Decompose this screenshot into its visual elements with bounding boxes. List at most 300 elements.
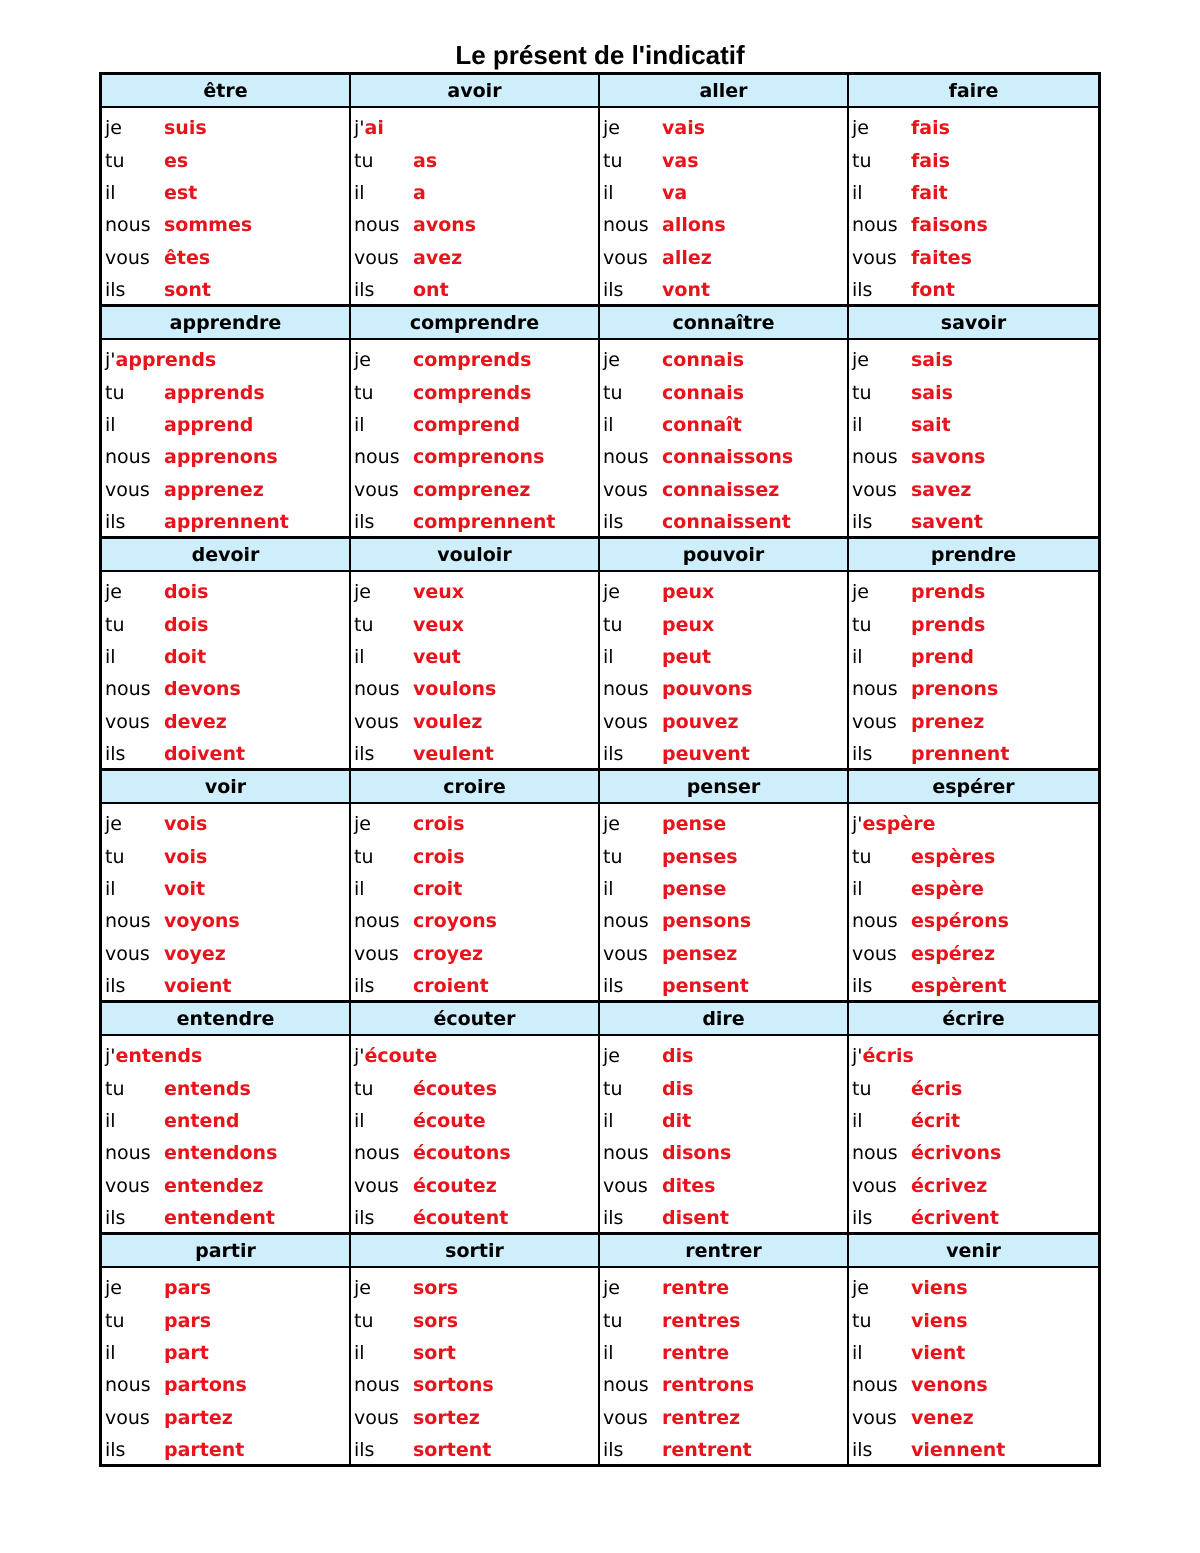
- pronoun: tu: [354, 1077, 374, 1100]
- verb-form: fais: [911, 117, 950, 140]
- verb-card: [351, 771, 600, 1003]
- conjugation-row: [351, 905, 598, 937]
- conjugation-row: [102, 409, 349, 441]
- conjugation-row: [351, 938, 598, 970]
- conjugation-row: [351, 112, 598, 144]
- pronoun: je: [603, 349, 620, 372]
- conjugation-row: [351, 177, 598, 209]
- verb-form: apprends: [115, 349, 217, 372]
- conjugation-row: [102, 673, 349, 705]
- pronoun: il: [852, 1109, 863, 1132]
- verb-form: rentrons: [662, 1374, 755, 1397]
- verb-form: sais: [911, 381, 953, 404]
- conjugation-list: [102, 340, 349, 538]
- verb-form: écrit: [911, 1109, 961, 1132]
- conjugation-row: [600, 1072, 847, 1104]
- verb-infinitive-header: venir: [849, 1235, 1098, 1268]
- verb-form: entendons: [164, 1142, 278, 1165]
- pronoun: il: [603, 1109, 614, 1132]
- verb-infinitive-header: pouvoir: [600, 539, 847, 572]
- pronoun: vous: [603, 478, 648, 501]
- conjugation-row: [102, 144, 349, 176]
- verb-infinitive-header: apprendre: [102, 307, 349, 340]
- conjugation-row: [102, 209, 349, 241]
- verb-card: [600, 75, 849, 307]
- pronoun: nous: [354, 1374, 400, 1397]
- conjugation-row: [600, 112, 847, 144]
- verb-infinitive-header: dire: [600, 1003, 847, 1036]
- pronoun: nous: [105, 1142, 151, 1165]
- pronoun: vous: [852, 1406, 897, 1429]
- pronoun: ils: [354, 1207, 375, 1230]
- conjugation-row: [849, 1072, 1098, 1104]
- conjugation-list: [102, 108, 349, 306]
- conjugation-row: [102, 376, 349, 408]
- verb-infinitive-header: rentrer: [600, 1235, 847, 1268]
- verb-form: écoutent: [413, 1207, 509, 1230]
- conjugation-row: [600, 1202, 847, 1234]
- verb-form: dites: [662, 1174, 716, 1197]
- conjugation-row: [849, 474, 1098, 506]
- pronoun: vous: [105, 710, 150, 733]
- verb-card: [600, 1003, 849, 1235]
- verb-infinitive-header: voir: [102, 771, 349, 804]
- pronoun: tu: [603, 845, 623, 868]
- verb-form: écrivent: [911, 1207, 999, 1230]
- verb-card: [849, 75, 1098, 307]
- conjugation-row: [849, 738, 1098, 770]
- pronoun: il: [105, 645, 116, 668]
- pronoun: je: [852, 1277, 869, 1300]
- conjugation-row: [849, 641, 1098, 673]
- pronoun: je: [603, 1277, 620, 1300]
- verb-form: prenez: [911, 710, 985, 733]
- conjugation-row: [351, 1072, 598, 1104]
- verb-form: sortons: [413, 1374, 494, 1397]
- conjugation-list: [351, 1036, 598, 1234]
- pronoun: il: [852, 413, 863, 436]
- pronoun: ils: [852, 743, 873, 766]
- verb-form: apprends: [164, 381, 265, 404]
- pronoun: nous: [852, 678, 898, 701]
- conjugation-list: [849, 1268, 1098, 1466]
- verb-form: peux: [662, 581, 715, 604]
- conjugation-row: [600, 873, 847, 905]
- conjugation-row: [102, 1272, 349, 1304]
- conjugation-row: [849, 242, 1098, 274]
- pronoun: nous: [852, 910, 898, 933]
- verb-form: pars: [164, 1309, 212, 1332]
- verb-form: vient: [911, 1341, 966, 1364]
- conjugation-row: [102, 506, 349, 538]
- verb-form: sommes: [164, 214, 253, 237]
- verb-form: pense: [662, 813, 727, 836]
- pronoun: nous: [354, 1142, 400, 1165]
- conjugation-list: [600, 108, 847, 306]
- pronoun: j': [852, 1045, 863, 1068]
- verb-form: doivent: [164, 743, 246, 766]
- conjugation-row: [351, 873, 598, 905]
- conjugation-row: [600, 840, 847, 872]
- verb-form: vois: [164, 845, 208, 868]
- conjugation-row: [600, 144, 847, 176]
- conjugation-list: [102, 1036, 349, 1234]
- pronoun: vous: [354, 1174, 399, 1197]
- pronoun: je: [354, 1277, 371, 1300]
- verb-form: avons: [413, 214, 477, 237]
- pronoun: j': [105, 349, 116, 372]
- verb-form: espère: [862, 813, 936, 836]
- conjugation-row: [849, 576, 1098, 608]
- verb-form: voulons: [413, 678, 497, 701]
- conjugation-list: [600, 340, 847, 538]
- verb-form: prenons: [911, 678, 999, 701]
- verb-infinitive-header: aller: [600, 75, 847, 108]
- verb-form: croyons: [413, 910, 497, 933]
- conjugation-row: [600, 1369, 847, 1401]
- pronoun: vous: [354, 478, 399, 501]
- pronoun: vous: [354, 942, 399, 965]
- pronoun: tu: [354, 149, 374, 172]
- verb-form: connaissons: [662, 446, 794, 469]
- verb-form: sait: [911, 413, 951, 436]
- verb-form: rentrent: [662, 1439, 752, 1462]
- conjugation-row: [102, 808, 349, 840]
- pronoun: nous: [603, 446, 649, 469]
- conjugation-list: [849, 1036, 1098, 1234]
- conjugation-row: [600, 608, 847, 640]
- pronoun: nous: [603, 910, 649, 933]
- verb-infinitive-header: entendre: [102, 1003, 349, 1036]
- pronoun: ils: [603, 1439, 624, 1462]
- pronoun: il: [105, 413, 116, 436]
- verb-form: écoute: [413, 1109, 486, 1132]
- verb-form: venons: [911, 1374, 988, 1397]
- verb-card: [849, 771, 1098, 1003]
- verb-form: entendez: [164, 1174, 264, 1197]
- verb-form: comprenons: [413, 446, 545, 469]
- verb-form: pouvez: [662, 710, 739, 733]
- conjugation-list: [600, 1268, 847, 1466]
- pronoun: vous: [852, 942, 897, 965]
- conjugation-row: [102, 1369, 349, 1401]
- pronoun: tu: [105, 845, 125, 868]
- verb-form: dis: [662, 1045, 694, 1068]
- verb-card: [102, 539, 351, 771]
- verb-form: espérez: [911, 942, 995, 965]
- conjugation-row: [600, 506, 847, 538]
- conjugation-row: [600, 409, 847, 441]
- conjugation-row: [600, 905, 847, 937]
- verb-form: pensent: [662, 975, 749, 998]
- verb-form: viens: [911, 1277, 968, 1300]
- pronoun: ils: [603, 279, 624, 302]
- pronoun: tu: [354, 1309, 374, 1332]
- verb-form: connaissez: [662, 478, 780, 501]
- pronoun: vous: [105, 1406, 150, 1429]
- verb-form: entend: [164, 1109, 240, 1132]
- conjugation-row: [351, 242, 598, 274]
- pronoun: tu: [852, 1077, 872, 1100]
- pronoun: vous: [603, 246, 648, 269]
- verb-form: écris: [911, 1077, 963, 1100]
- verb-form: connais: [662, 349, 745, 372]
- pronoun: vous: [852, 710, 897, 733]
- pronoun: ils: [105, 975, 126, 998]
- conjugation-row: [849, 938, 1098, 970]
- conjugation-row: [849, 209, 1098, 241]
- verb-form: sors: [413, 1309, 459, 1332]
- pronoun: ils: [852, 1439, 873, 1462]
- pronoun: vous: [852, 478, 897, 501]
- verb-form: avez: [413, 246, 463, 269]
- pronoun: il: [354, 877, 365, 900]
- verb-form: peuvent: [662, 743, 750, 766]
- pronoun: il: [603, 1341, 614, 1364]
- pronoun: nous: [852, 1142, 898, 1165]
- verb-form: sors: [413, 1277, 459, 1300]
- conjugation-row: [102, 1304, 349, 1336]
- conjugation-row: [351, 1272, 598, 1304]
- pronoun: je: [105, 1277, 122, 1300]
- conjugation-row: [351, 376, 598, 408]
- pronoun: nous: [105, 678, 151, 701]
- pronoun: tu: [603, 1309, 623, 1332]
- conjugation-row: [600, 1304, 847, 1336]
- conjugation-row: [849, 441, 1098, 473]
- verb-form: apprenez: [164, 478, 264, 501]
- conjugation-row: [849, 1272, 1098, 1304]
- conjugation-row: [849, 1337, 1098, 1369]
- verb-card: [600, 771, 849, 1003]
- pronoun: ils: [105, 279, 126, 302]
- conjugation-row: [849, 706, 1098, 738]
- verb-form: vais: [662, 117, 706, 140]
- verb-form: voyez: [164, 942, 226, 965]
- conjugation-table: [99, 72, 1101, 1467]
- verb-form: voulez: [413, 710, 483, 733]
- conjugation-row: [849, 1304, 1098, 1336]
- pronoun: j': [852, 813, 863, 836]
- verb-card: [351, 307, 600, 539]
- pronoun: je: [105, 813, 122, 836]
- pronoun: je: [354, 581, 371, 604]
- conjugation-row: [351, 144, 598, 176]
- verb-form: sais: [911, 349, 953, 372]
- conjugation-list: [849, 108, 1098, 306]
- conjugation-row: [600, 1402, 847, 1434]
- conjugation-row: [849, 1137, 1098, 1169]
- verb-form: part: [164, 1341, 209, 1364]
- conjugation-row: [600, 209, 847, 241]
- verb-form: rentres: [662, 1309, 741, 1332]
- pronoun: ils: [603, 1207, 624, 1230]
- conjugation-row: [600, 970, 847, 1002]
- pronoun: ils: [852, 1207, 873, 1230]
- pronoun: il: [105, 1341, 116, 1364]
- pronoun: nous: [603, 1142, 649, 1165]
- pronoun: il: [354, 1109, 365, 1132]
- pronoun: tu: [603, 613, 623, 636]
- conjugation-row: [600, 1434, 847, 1466]
- conjugation-row: [102, 641, 349, 673]
- pronoun: je: [852, 581, 869, 604]
- conjugation-row: [102, 1402, 349, 1434]
- verb-form: devons: [164, 678, 241, 701]
- conjugation-row: [102, 608, 349, 640]
- conjugation-row: [600, 474, 847, 506]
- verb-form: entends: [164, 1077, 251, 1100]
- verb-form: partons: [164, 1374, 247, 1397]
- pronoun: je: [603, 1045, 620, 1068]
- conjugation-list: [600, 572, 847, 770]
- verb-form: sortent: [413, 1439, 492, 1462]
- conjugation-row: [351, 1105, 598, 1137]
- verb-form: écris: [862, 1045, 914, 1068]
- conjugation-row: [351, 641, 598, 673]
- conjugation-row: [849, 970, 1098, 1002]
- pronoun: tu: [603, 381, 623, 404]
- conjugation-list: [102, 1268, 349, 1466]
- pronoun: nous: [852, 1374, 898, 1397]
- verb-form: entendent: [164, 1207, 276, 1230]
- pronoun: ils: [603, 975, 624, 998]
- verb-form: faites: [911, 246, 972, 269]
- pronoun: tu: [105, 149, 125, 172]
- verb-form: croient: [413, 975, 489, 998]
- conjugation-row: [849, 808, 1098, 840]
- conjugation-row: [849, 144, 1098, 176]
- pronoun: j': [105, 1045, 116, 1068]
- conjugation-row: [102, 441, 349, 473]
- conjugation-row: [600, 1337, 847, 1369]
- conjugation-list: [849, 340, 1098, 538]
- pronoun: vous: [105, 246, 150, 269]
- pronoun: nous: [354, 910, 400, 933]
- pronoun: tu: [354, 845, 374, 868]
- conjugation-row: [102, 1072, 349, 1104]
- verb-form: rentre: [662, 1277, 730, 1300]
- verb-form: espèrent: [911, 975, 1007, 998]
- conjugation-row: [849, 905, 1098, 937]
- verb-form: veut: [413, 645, 461, 668]
- pronoun: vous: [603, 1174, 648, 1197]
- conjugation-row: [600, 177, 847, 209]
- pronoun: vous: [852, 246, 897, 269]
- verb-card: [102, 307, 351, 539]
- verb-form: as: [413, 149, 438, 172]
- pronoun: ils: [354, 743, 375, 766]
- verb-form: croit: [413, 877, 463, 900]
- pronoun: tu: [852, 381, 872, 404]
- verb-infinitive-header: comprendre: [351, 307, 598, 340]
- pronoun: je: [105, 117, 122, 140]
- verb-form: écoutes: [413, 1077, 498, 1100]
- verb-infinitive-header: sortir: [351, 1235, 598, 1268]
- pronoun: tu: [852, 613, 872, 636]
- pronoun: il: [603, 877, 614, 900]
- conjugation-row: [351, 1202, 598, 1234]
- verb-infinitive-header: savoir: [849, 307, 1098, 340]
- pronoun: ils: [105, 1439, 126, 1462]
- verb-form: disent: [662, 1207, 729, 1230]
- conjugation-row: [600, 441, 847, 473]
- pronoun: nous: [105, 910, 151, 933]
- pronoun: ils: [603, 511, 624, 534]
- verb-infinitive-header: écrire: [849, 1003, 1098, 1036]
- verb-form: prends: [911, 613, 986, 636]
- conjugation-row: [600, 1170, 847, 1202]
- pronoun: je: [354, 813, 371, 836]
- conjugation-row: [600, 376, 847, 408]
- conjugation-row: [849, 673, 1098, 705]
- pronoun: vous: [105, 942, 150, 965]
- conjugation-row: [102, 474, 349, 506]
- verb-infinitive-header: croire: [351, 771, 598, 804]
- verb-form: penses: [662, 845, 738, 868]
- pronoun: nous: [603, 678, 649, 701]
- pronoun: tu: [852, 845, 872, 868]
- verb-form: savent: [911, 511, 984, 534]
- verb-form: vont: [662, 279, 711, 302]
- conjugation-row: [102, 576, 349, 608]
- verb-form: viennent: [911, 1439, 1006, 1462]
- conjugation-list: [849, 804, 1098, 1002]
- conjugation-row: [351, 1337, 598, 1369]
- verb-infinitive-header: écouter: [351, 1003, 598, 1036]
- pronoun: tu: [105, 1309, 125, 1332]
- verb-form: dis: [662, 1077, 694, 1100]
- pronoun: tu: [603, 1077, 623, 1100]
- pronoun: il: [354, 181, 365, 204]
- verb-infinitive-header: connaître: [600, 307, 847, 340]
- pronoun: ils: [105, 1207, 126, 1230]
- verb-form: voit: [164, 877, 206, 900]
- pronoun: tu: [105, 1077, 125, 1100]
- conjugation-row: [102, 1040, 349, 1072]
- verb-form: veux: [413, 581, 465, 604]
- verb-form: espères: [911, 845, 996, 868]
- pronoun: il: [105, 181, 116, 204]
- pronoun: vous: [603, 1406, 648, 1429]
- pronoun: j': [354, 1045, 365, 1068]
- conjugation-row: [351, 1402, 598, 1434]
- verb-form: comprend: [413, 413, 521, 436]
- verb-card: [351, 539, 600, 771]
- conjugation-row: [600, 242, 847, 274]
- verb-form: êtes: [164, 246, 211, 269]
- conjugation-row: [849, 112, 1098, 144]
- pronoun: tu: [852, 1309, 872, 1332]
- verb-form: sortez: [413, 1406, 480, 1429]
- verb-form: sont: [164, 279, 211, 302]
- conjugation-row: [102, 274, 349, 306]
- verb-form: écrivons: [911, 1142, 1002, 1165]
- verb-form: comprenez: [413, 478, 531, 501]
- pronoun: tu: [354, 381, 374, 404]
- conjugation-row: [351, 274, 598, 306]
- verb-form: apprenons: [164, 446, 278, 469]
- verb-form: veux: [413, 613, 465, 636]
- conjugation-row: [102, 177, 349, 209]
- verb-infinitive-header: avoir: [351, 75, 598, 108]
- conjugation-row: [102, 344, 349, 376]
- conjugation-row: [351, 970, 598, 1002]
- conjugation-row: [102, 738, 349, 770]
- verb-form: vois: [164, 813, 208, 836]
- conjugation-row: [351, 808, 598, 840]
- conjugation-row: [849, 177, 1098, 209]
